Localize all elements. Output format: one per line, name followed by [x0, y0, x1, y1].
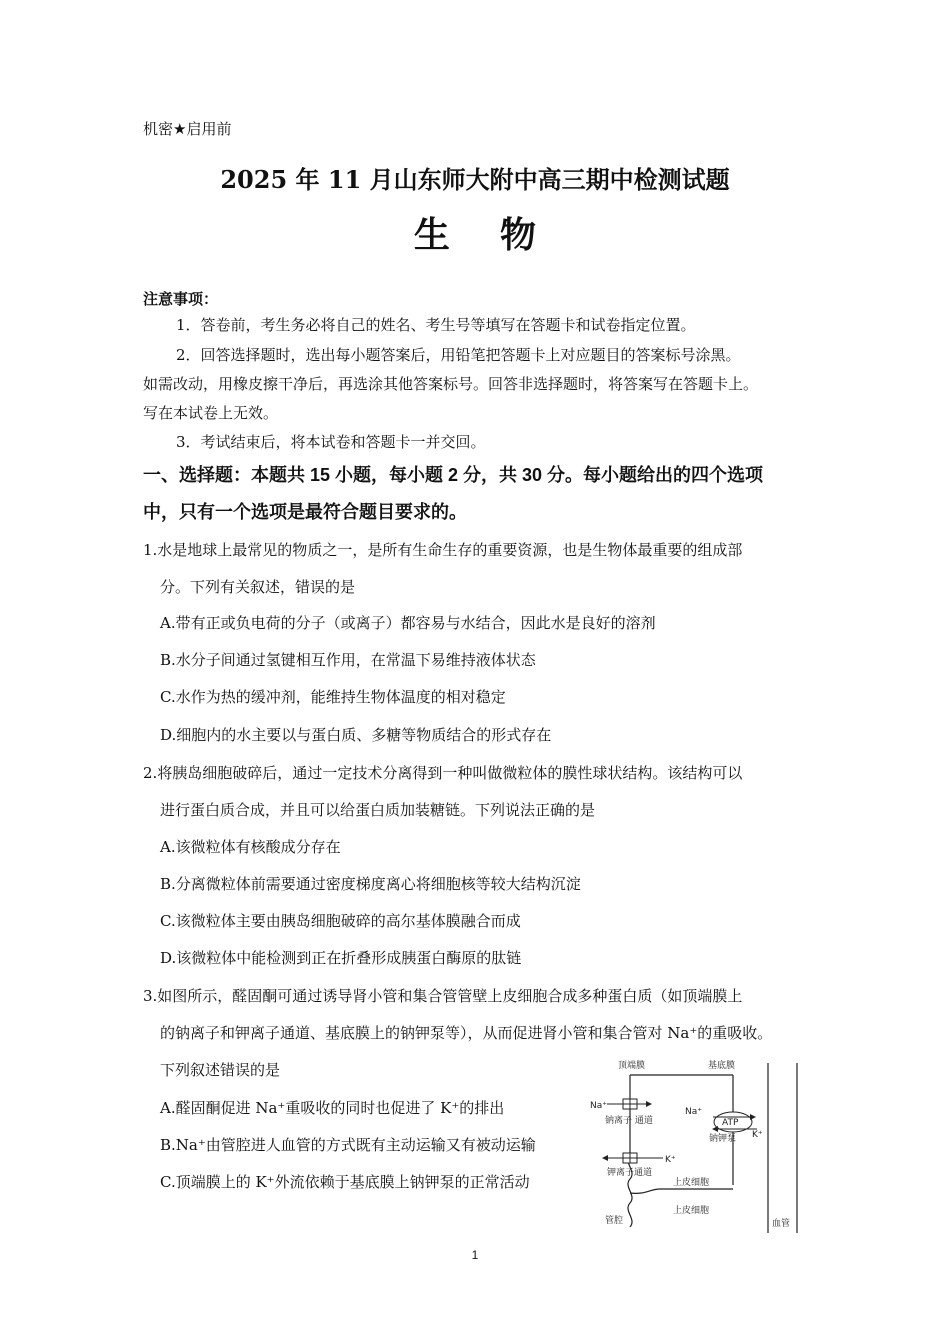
na-left-label: Na⁺ [590, 1101, 607, 1111]
notice-heading: 注意事项： [143, 291, 219, 308]
question-1-option-d: D.细胞内的水主要以与蛋白质、多糖等物质结合的形式存在 [160, 726, 552, 744]
question-1-stem-line2: 分。下列有关叙述，错误的是 [160, 578, 356, 596]
renal-tubule-diagram [585, 1055, 810, 1235]
question-2-stem-line1: 2.将胰岛细胞破碎后，通过一定技术分离得到一种叫做微粒体的膜性球状结构。该结构可以 [143, 764, 743, 782]
notice-item-2-line1: 2．回答选择题时，选出每小题答案后，用铅笔把答题卡上对应题目的答案标号涂黑。 [176, 346, 741, 364]
apical-membrane-label: 顶端膜 [618, 1061, 646, 1071]
question-3-stem-line1: 3.如图所示，醛固酮可通过诱导肾小管和集合管管壁上皮细胞合成多种蛋白质（如顶端膜上 [143, 987, 743, 1005]
blood-vessel-label: 血管 [772, 1219, 791, 1229]
question-2-stem-line2: 进行蛋白质合成，并且可以给蛋白质加装糖链。下列说法正确的是 [160, 801, 596, 819]
question-1-stem-line1: 1.水是地球上最常见的物质之一，是所有生命生存的重要资源，也是生物体最重要的组成部 [143, 541, 743, 559]
question-3-option-c: C.顶端膜上的 K⁺外流依赖于基底膜上钠钾泵的正常活动 [160, 1173, 530, 1191]
apical-membrane-line [628, 1075, 632, 1227]
epithelial-cell-label-2: 上皮细胞 [673, 1206, 710, 1216]
question-1-option-b: B.水分子间通过氢键相互作用，在常温下易维持液体状态 [160, 651, 536, 669]
question-3-option-b: B.Na⁺由管腔进人血管的方式既有主动运输又有被动运输 [160, 1136, 536, 1154]
pump-label: 钠钾泵 [709, 1134, 737, 1144]
question-3-stem-line3: 下列叙述错误的是 [160, 1061, 281, 1079]
lumen-label: 管腔 [605, 1216, 624, 1226]
na-channel-label: 钠离子 通道 [605, 1116, 653, 1126]
epithelial-cell-label-1: 上皮细胞 [673, 1178, 710, 1188]
question-3-stem-line2: 的钠离子和钾离子通道、基底膜上的钠钾泵等），从而促进肾小管和集合管对 Na⁺的重吸收。 [160, 1024, 773, 1042]
k-channel-label: 钾离子通道 [607, 1168, 653, 1178]
section-heading-line2: 中，只有一个选项是最符合题目要求的。 [143, 502, 467, 522]
atp-label: ATP [722, 1118, 739, 1128]
k-channel-ion-label: K⁺ [665, 1155, 676, 1165]
subject-title: 生 物 [413, 214, 537, 256]
notice-item-1: 1．答卷前，考生务必将自己的姓名、考生号等填写在答题卡和试卷指定位置。 [176, 316, 696, 334]
cell-junction-line [630, 1189, 733, 1193]
question-2-option-b: B.分离微粒体前需要通过密度梯度离心将细胞核等较大结构沉淀 [160, 875, 581, 893]
section-heading-line1: 一、选择题：本题共 15 小题，每小题 2 分，共 30 分。每小题给出的四个选项 [143, 465, 764, 485]
basal-membrane-label: 基底膜 [708, 1061, 736, 1071]
question-1-option-c: C.水作为热的缓冲剂，能维持生物体温度的相对稳定 [160, 688, 506, 706]
question-1-option-a: A.带有正或负电荷的分子（或离子）都容易与水结合，因此水是良好的溶剂 [160, 614, 656, 632]
question-2-option-d: D.该微粒体中能检测到正在折叠形成胰蛋白酶原的肽链 [160, 949, 522, 967]
notice-item-2-line2: 如需改动，用橡皮擦干净后，再选涂其他答案标号。回答非选择题时，将答案写在答题卡上。 [143, 375, 759, 393]
question-2-option-a: A.该微粒体有核酸成分存在 [160, 838, 341, 856]
question-2-option-c: C.该微粒体主要由胰岛细胞破碎的高尔基体膜融合而成 [160, 912, 521, 930]
exam-title: 2025 年 11 月山东师大附中高三期中检测试题 [220, 165, 730, 194]
na-right-label: Na⁺ [685, 1107, 702, 1117]
page-number: 1 [471, 1248, 479, 1262]
notice-item-3: 3．考试结束后，将本试卷和答题卡一并交回。 [176, 433, 486, 451]
confidential-label: 机密★启用前 [143, 121, 232, 138]
k-right-label: K⁺ [752, 1130, 763, 1140]
question-3-option-a: A.醛固酮促进 Na⁺重吸收的同时也促进了 K⁺的排出 [160, 1099, 505, 1117]
notice-item-2-line3: 写在本试卷上无效。 [143, 404, 279, 422]
